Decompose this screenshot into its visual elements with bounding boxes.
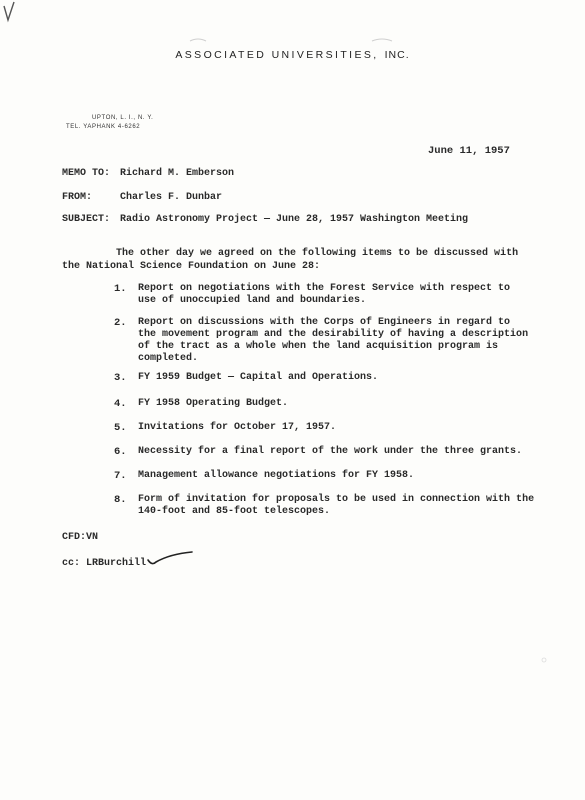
memo-date: June 11, 1957 [428, 145, 510, 157]
agenda-item-line: of the tract as a whole when the land acquisition program is [138, 341, 499, 352]
agenda-item [114, 422, 534, 434]
memo-to-line [62, 168, 234, 179]
agenda-item-line: FY 1958 Operating Budget. [138, 398, 289, 409]
agenda-item-text [138, 422, 534, 434]
agenda-item-line: Report on discussions with the Corps of Engineers in regard to [138, 317, 511, 328]
memo-from-value: Charles F. Dunbar [120, 192, 223, 203]
agenda-item-text [138, 372, 534, 384]
typist-initials: CFD:VN [62, 532, 99, 543]
agenda-item-line: the movement program and the desirability of having a description [138, 329, 529, 340]
agenda-item [114, 398, 534, 410]
letterhead-address [66, 114, 153, 132]
paper-speck [540, 656, 548, 664]
memo-to-value: Richard M. Emberson [120, 168, 235, 179]
agenda-item-number: 3. [114, 372, 127, 384]
memo-subject-value: Radio Astronomy Project — June 28, 1957 Washington Meeting [120, 214, 469, 225]
letterhead-faint-mark [188, 36, 208, 44]
corner-check-mark [2, 0, 22, 30]
agenda-item-text [138, 398, 534, 410]
agenda-item-line: completed. [138, 353, 199, 364]
agenda-item [114, 372, 534, 384]
handwritten-check-stroke [146, 548, 196, 570]
agenda-item-text [138, 494, 534, 518]
agenda-item-line: FY 1959 Budget — Capital and Operations. [138, 372, 379, 383]
agenda-item [114, 317, 534, 365]
letterhead-faint-mark [370, 36, 394, 44]
intro-line-2: the National Science Foundation on June 28: [62, 261, 321, 272]
cc-text: cc: LRBurchill [62, 558, 147, 569]
agenda-item-text [138, 470, 534, 482]
agenda-item-number: 6. [114, 446, 127, 458]
agenda-item-number: 1. [114, 283, 127, 295]
agenda-item [114, 283, 534, 307]
agenda-item-line: Form of invitation for proposals to be used in connection with the [138, 494, 535, 505]
agenda-item-line: Management allowance negotiations for FY 1958. [138, 470, 415, 481]
carbon-copy-line [62, 558, 146, 569]
agenda-item-number: 4. [114, 398, 127, 410]
agenda-item-number: 8. [114, 494, 127, 506]
memo-from-label: FROM: [62, 192, 93, 203]
agenda-item-line: 140-foot and 85-foot telescopes. [138, 506, 331, 517]
agenda-item [114, 470, 534, 482]
agenda-item-line: Invitations for October 17, 1957. [138, 422, 337, 433]
address-line-2: TEL. YAPHANK 4-6262 [66, 124, 141, 130]
memo-to-label: MEMO TO: [62, 168, 111, 179]
letterhead-org: ASSOCIATED UNIVERSITIES, [175, 49, 379, 61]
memo-subject-label: SUBJECT: [62, 214, 111, 225]
agenda-item-line: Report on negotiations with the Forest Service with respect to [138, 283, 511, 294]
agenda-item [114, 494, 534, 518]
intro-line-1: The other day we agreed on the following items to be discussed with [116, 248, 519, 259]
agenda-item-number: 7. [114, 470, 127, 482]
memo-subject-line [62, 214, 468, 225]
letterhead [0, 49, 585, 61]
agenda-item [114, 446, 534, 458]
agenda-item-line: Necessity for a final report of the work under the three grants. [138, 446, 523, 457]
agenda-item-text [138, 317, 534, 365]
address-line-1: UPTON, L. I., N. Y. [92, 115, 154, 121]
letterhead-suffix: INC. [384, 49, 410, 61]
agenda-item-line: use of unoccupied land and boundaries. [138, 295, 367, 306]
memo-intro [62, 247, 532, 273]
memo-from-line [62, 192, 222, 203]
agenda-item-number: 5. [114, 422, 127, 434]
agenda-item-text [138, 446, 534, 458]
agenda-item-number: 2. [114, 317, 127, 329]
agenda-item-text [138, 283, 534, 307]
